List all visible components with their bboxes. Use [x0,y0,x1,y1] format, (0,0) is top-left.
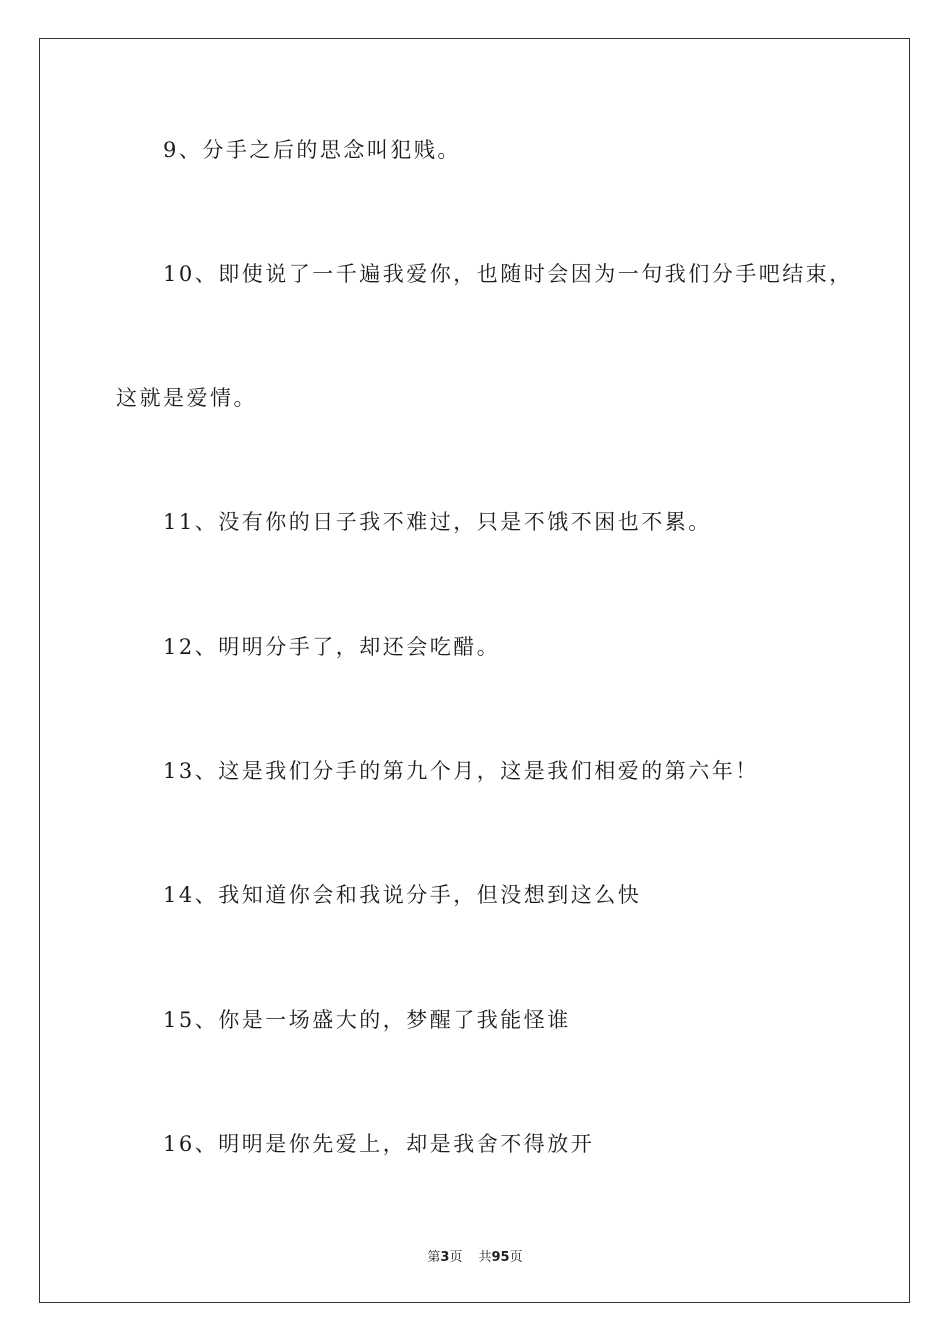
text-line: 10、即使说了一千遍我爱你，也随时会因为一句我们分手吧结束， [163,262,853,286]
page-suffix: 页 [449,1250,463,1265]
text-line: 16、明明是你先爱上，却是我舍不得放开 [163,1132,595,1156]
text-line: 14、我知道你会和我说分手，但没想到这么快 [163,883,642,907]
total-pages: 95 [491,1250,510,1265]
page-number: 3 [440,1250,450,1265]
text-line: 9、分手之后的思念叫犯贱。 [163,138,461,162]
page-prefix: 第 [427,1250,441,1265]
text-line: 11、没有你的日子我不难过，只是不饿不困也不累。 [163,510,712,534]
text-line: 这就是爱情。 [116,386,257,410]
page-footer [0,1246,950,1265]
text-line: 12、明明分手了，却还会吃醋。 [163,635,501,659]
total-suffix: 页 [509,1250,523,1265]
text-line: 13、这是我们分手的第九个月，这是我们相爱的第六年！ [163,759,759,783]
total-prefix: 共 [478,1250,492,1265]
page-border [39,38,910,1303]
text-line: 15、你是一场盛大的，梦醒了我能怪谁 [163,1008,571,1032]
